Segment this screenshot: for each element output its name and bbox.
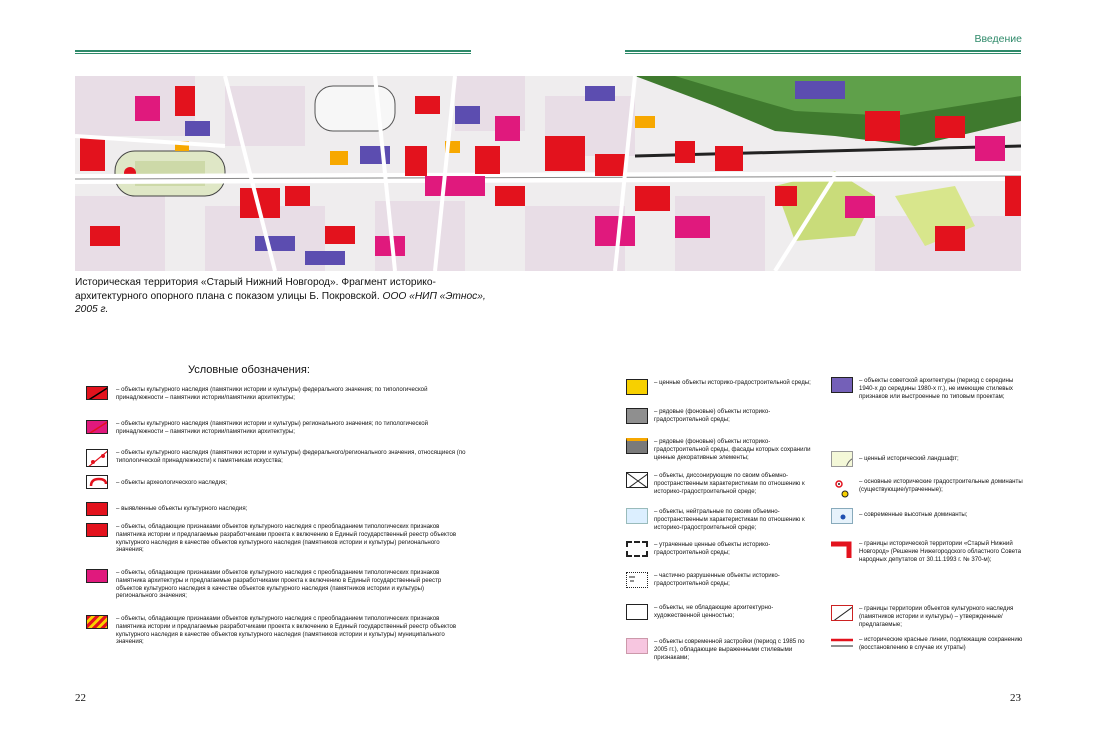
identified-heritage-swatch [86,502,108,516]
legend-item [831,508,1026,524]
proposed-history-monument-swatch [86,523,108,537]
legend-item [86,615,466,646]
header-rule-left [75,50,471,54]
legend-item [831,636,1026,652]
map-image [75,76,1021,271]
lost-objects-swatch [626,541,648,557]
legend-text: – ценный исторический ландшафт; [859,455,959,462]
partially-destroyed-swatch [626,572,648,588]
legend-item [86,449,466,467]
modern-dominants-swatch [831,508,853,524]
legend-text: – объекты, не обладающие архитектурно-художественной ценностью; [654,604,774,619]
legend-text: – объекты, обладающие признаками объектов культурного наследия с преобладанием типологических признаков памятника истории и предлагаемые разработчиками проекта к включению в Единый государственный реестр объектов культурного наследия в качестве объектов культурного наследия (памятников истории и культуры) муниципального значения; [116,615,457,646]
red-lines-swatch [831,636,853,650]
archaeological-swatch [86,475,108,489]
neutral-objects-swatch [626,508,648,524]
caption-main: Историческая территория «Старый Нижний Новгород». Фрагмент историко-архитектурного опорного плана с показом улицы Б. Покровской. [75,277,436,302]
legend-text: – рядовые (фоновые) объекты историко-градостроительной среды, фасады которых сохранили ценные декоративные элементы; [654,438,811,461]
municipal-heritage-swatch [86,615,108,629]
legend-item [831,605,1026,628]
legend-text: – выявленные объекты культурного наследия; [116,505,248,512]
legend-item [86,475,466,489]
background-objects-swatch [626,408,648,424]
federal-heritage-swatch [86,386,108,400]
legend-text: – границы территории объектов культурного наследия (памятников истории и культуры) – утвержденные/предлагаемые; [859,605,1014,628]
section-title: Введение [974,33,1022,45]
legend-item [626,438,816,461]
legend-title: Условные обозначения: [188,364,310,376]
legend-text: – объекты, обладающие признаками объектов культурного наследия с преобладанием типологических признаков памятника архитектуры и предлагаемые разработчиками проекта к включению в Единый государственный реестр объектов культурного наследия в качестве объектов культурного наследия (памятников истории и культуры) регионального значения; [116,569,442,600]
legend-item [831,478,1026,500]
proposed-architecture-monument-swatch [86,569,108,583]
page-number-right: 23 [1010,692,1021,704]
legend-item [86,420,466,436]
legend-text: – современные высотные доминанты; [859,511,968,518]
valuable-objects-swatch [626,379,648,395]
caption-source: ООО «НИП «Этнос», 2005 г. [75,290,486,315]
no-value-objects-swatch [626,604,648,620]
historic-dominants-swatch [831,478,853,500]
dissonant-objects-swatch [626,472,648,488]
legend-text: – основные исторические градостроительные доминанты (существующие/утраченные); [859,478,1023,493]
heritage-territory-boundary-swatch [831,605,853,621]
legend-text: – исторические красные линии, подлежащие сохранению (восстановлению в случае их утраты) [859,636,1023,651]
header-rule-right [625,50,1021,54]
legend-text: – рядовые (фоновые) объекты историко-градостроительной среды; [654,408,771,423]
legend-item [86,502,466,516]
legend-item [831,377,1026,400]
legend-item [831,540,1026,563]
map-caption [75,276,505,317]
legend-text: – объекты археологического наследия; [116,479,227,486]
modern-buildings-swatch [626,638,648,654]
legend-text: – утраченные ценные объекты историко-градостроительной среды; [654,541,771,556]
legend-item [626,408,816,424]
legend-text: – объекты культурного наследия (памятники истории и культуры) федерального значения; по типологической принадлежности – памятники истории/памятники архитектуры; [116,386,428,401]
legend-text: – объекты современной застройки (период с 1985 по 2005 гг.), обладающие выраженными стилевыми признаками; [654,638,805,661]
legend-item [86,569,466,600]
legend-item [86,386,466,402]
legend-item [626,638,816,661]
legend-text: – объекты, диссонирующие по своим объемно-пространственным характеристикам по отношению к историко-градостроительной среде; [654,472,805,495]
legend-text: – объекты культурного наследия (памятники истории и культуры) федерального/регионального значения, относящиеся (по типологической принадлежности) к памятникам искусства; [116,449,466,464]
legend-text: – объекты культурного наследия (памятники истории и культуры) регионального значения; по типологической принадлежности – памятники истории/памятники архитектуры; [116,420,429,435]
legend-text: – объекты, нейтральные по своим объемно-пространственным характеристикам по отношению к историко-градостроительной среде; [654,508,805,531]
legend-item [626,472,816,495]
historic-plan-map [75,76,1021,271]
legend-item [626,379,816,395]
regional-heritage-swatch [86,420,108,434]
page-number-left: 22 [75,692,86,704]
soviet-architecture-swatch [831,377,853,393]
legend-text: – границы исторической территории «Старый Нижний Новгород» (Решение Нижегородского областного Совета народных депутатов от 30.11.1993 г. № 370-м); [859,540,1021,563]
legend-item [626,508,816,531]
art-monument-swatch [86,449,108,467]
legend-item [626,541,816,557]
legend-text: – частично разрушенные объекты историко-градостроительной среды; [654,572,780,587]
legend-text: – ценные объекты историко-градостроительной среды; [654,379,811,386]
historic-territory-boundary-swatch [831,540,853,558]
legend-text: – объекты, обладающие признаками объектов культурного наследия с преобладанием типологических признаков памятника истории и предлагаемые разработчиками проекта к включению в Единый государственный реестр объектов культурного наследия в качестве объектов культурного наследия (памятников истории и культуры) регионального значения; [116,523,457,554]
legend-item [626,572,816,588]
legend-item [86,523,466,554]
legend-item [831,451,1026,467]
legend-text: – объекты советской архитектуры (период с середины 1940-х до середины 1980-х гг.), не имеющие стилевых признаков или выстроенные по типовым проектам; [859,377,1014,400]
legend-item [626,604,816,620]
decorated-background-swatch [626,438,648,454]
historic-landscape-swatch [831,451,853,467]
